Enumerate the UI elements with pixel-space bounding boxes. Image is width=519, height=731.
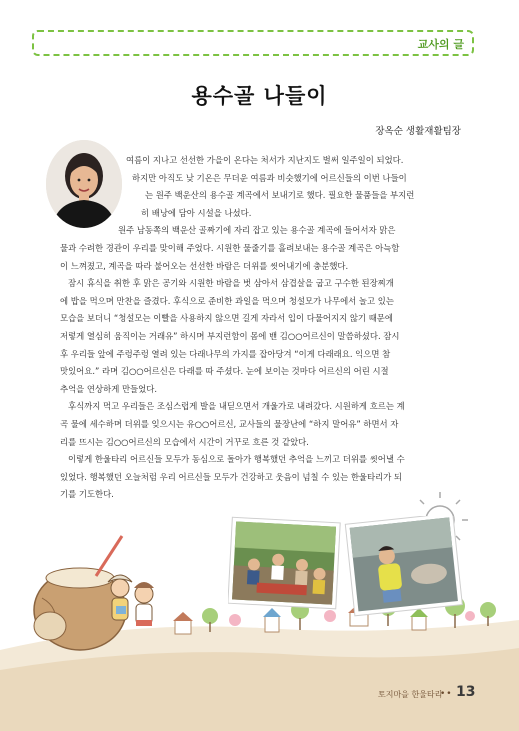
body-line: 잠시 휴식을 취한 후 맑은 공기와 시원한 바람을 벗 삼아서 삼겹살을 굽고 구수한 된장찌개: [68, 278, 394, 289]
body-line: 저렇게 열심히 움직이는 거래유” 하시며 부지런함이 몸에 밴 김○○어르신이 말씀하셨다. 잠시: [60, 330, 400, 341]
article-author: 장옥순 생활재활팀장: [375, 126, 461, 137]
section-tag: 교사의 글: [417, 38, 464, 51]
magazine-name: 토지마을 한울타리: [378, 690, 443, 699]
body-line: 에 밥을 먹으며 만찬을 즐겼다. 후식으로 준비한 과일을 먹으며 청설모가 나무에서 놀고 있는: [60, 295, 394, 306]
body-line: 이렇게 한울타리 어르신들 모두가 동심으로 돌아가 행복했던 추억을 느끼고 더위를 씻어낼 수: [68, 454, 405, 465]
stream-photo: [345, 516, 462, 616]
body-line: 추억을 연상하게 만들었다.: [60, 383, 157, 394]
body-line: 이 느껴졌고, 계곡을 따라 불어오는 선선한 바람은 더위를 씻어내기에 충분했다.: [60, 260, 349, 271]
article-body: [60, 152, 455, 504]
body-line: 후식까지 먹고 우리들은 조심스럽게 발을 내딛으면서 개울가로 내려갔다. 시원하게 흐르는 계: [68, 401, 405, 412]
body-line: 리를 뜨시는 김○○어르신의 모습에서 시간이 거꾸로 흐른 것 같았다.: [60, 436, 309, 447]
body-line: 맛있어요.” 라며 김○○어르신은 다래를 따 주셨다. 눈에 보이는 것마다 어르신의 어린 시절: [60, 366, 389, 377]
photo-group: [228, 516, 468, 632]
picnic-photo: [228, 517, 340, 609]
body-line: 원주 남동쪽의 백운산 골짜기에 자리 잡고 있는 용수골 계곡에 들어서자 맑은: [118, 225, 396, 236]
body-line: 후 우리들 앞에 주렁주렁 열려 있는 다래나무의 가지를 잡아당겨 “이게 다래래요. 익으면 참: [60, 348, 391, 359]
body-line: 모습을 보더니 “청설모는 이빨을 사용하지 않으면 길게 자라서 입이 다물어지지 않기 때문에: [60, 313, 393, 324]
children-illustration: [108, 575, 154, 626]
body-line: 히 배낭에 담아 시설을 나섰다.: [141, 207, 252, 218]
footer-dots: ••: [440, 689, 453, 699]
body-line: 곡 물에 세수하며 더위를 잊으시는 유○○어르신, 교사들의 물장난에 “하지 말어유” 하면서 자: [60, 418, 399, 429]
body-line: 있었다. 행복했던 오늘처럼 우리 어르신들 모두가 건강하고 웃음이 넘칠 수 있는 한울타리가 되: [60, 471, 403, 482]
body-line: 는 원주 백운산의 용수골 계곡에서 보내기로 했다. 필요한 물품들을 부지런: [145, 190, 415, 201]
page-number: 13: [456, 684, 476, 700]
body-line: 기를 기도한다.: [60, 489, 114, 500]
body-line: 여름이 지나고 선선한 가을이 온다는 처서가 지난지도 벌써 일주일이 되었다.: [126, 155, 404, 165]
body-line: 하지만 아직도 낮 기온은 무더운 여름과 비슷했기에 어르신들의 이번 나들이: [132, 172, 407, 183]
body-line: 물과 수려한 경관이 우리를 맞이해 주었다. 시원한 물줄기를 흘려보내는 용수골 계곡은 아늑함: [60, 242, 400, 253]
article-title: 용수골 나들이: [191, 84, 328, 108]
section-header-box: [32, 30, 474, 56]
